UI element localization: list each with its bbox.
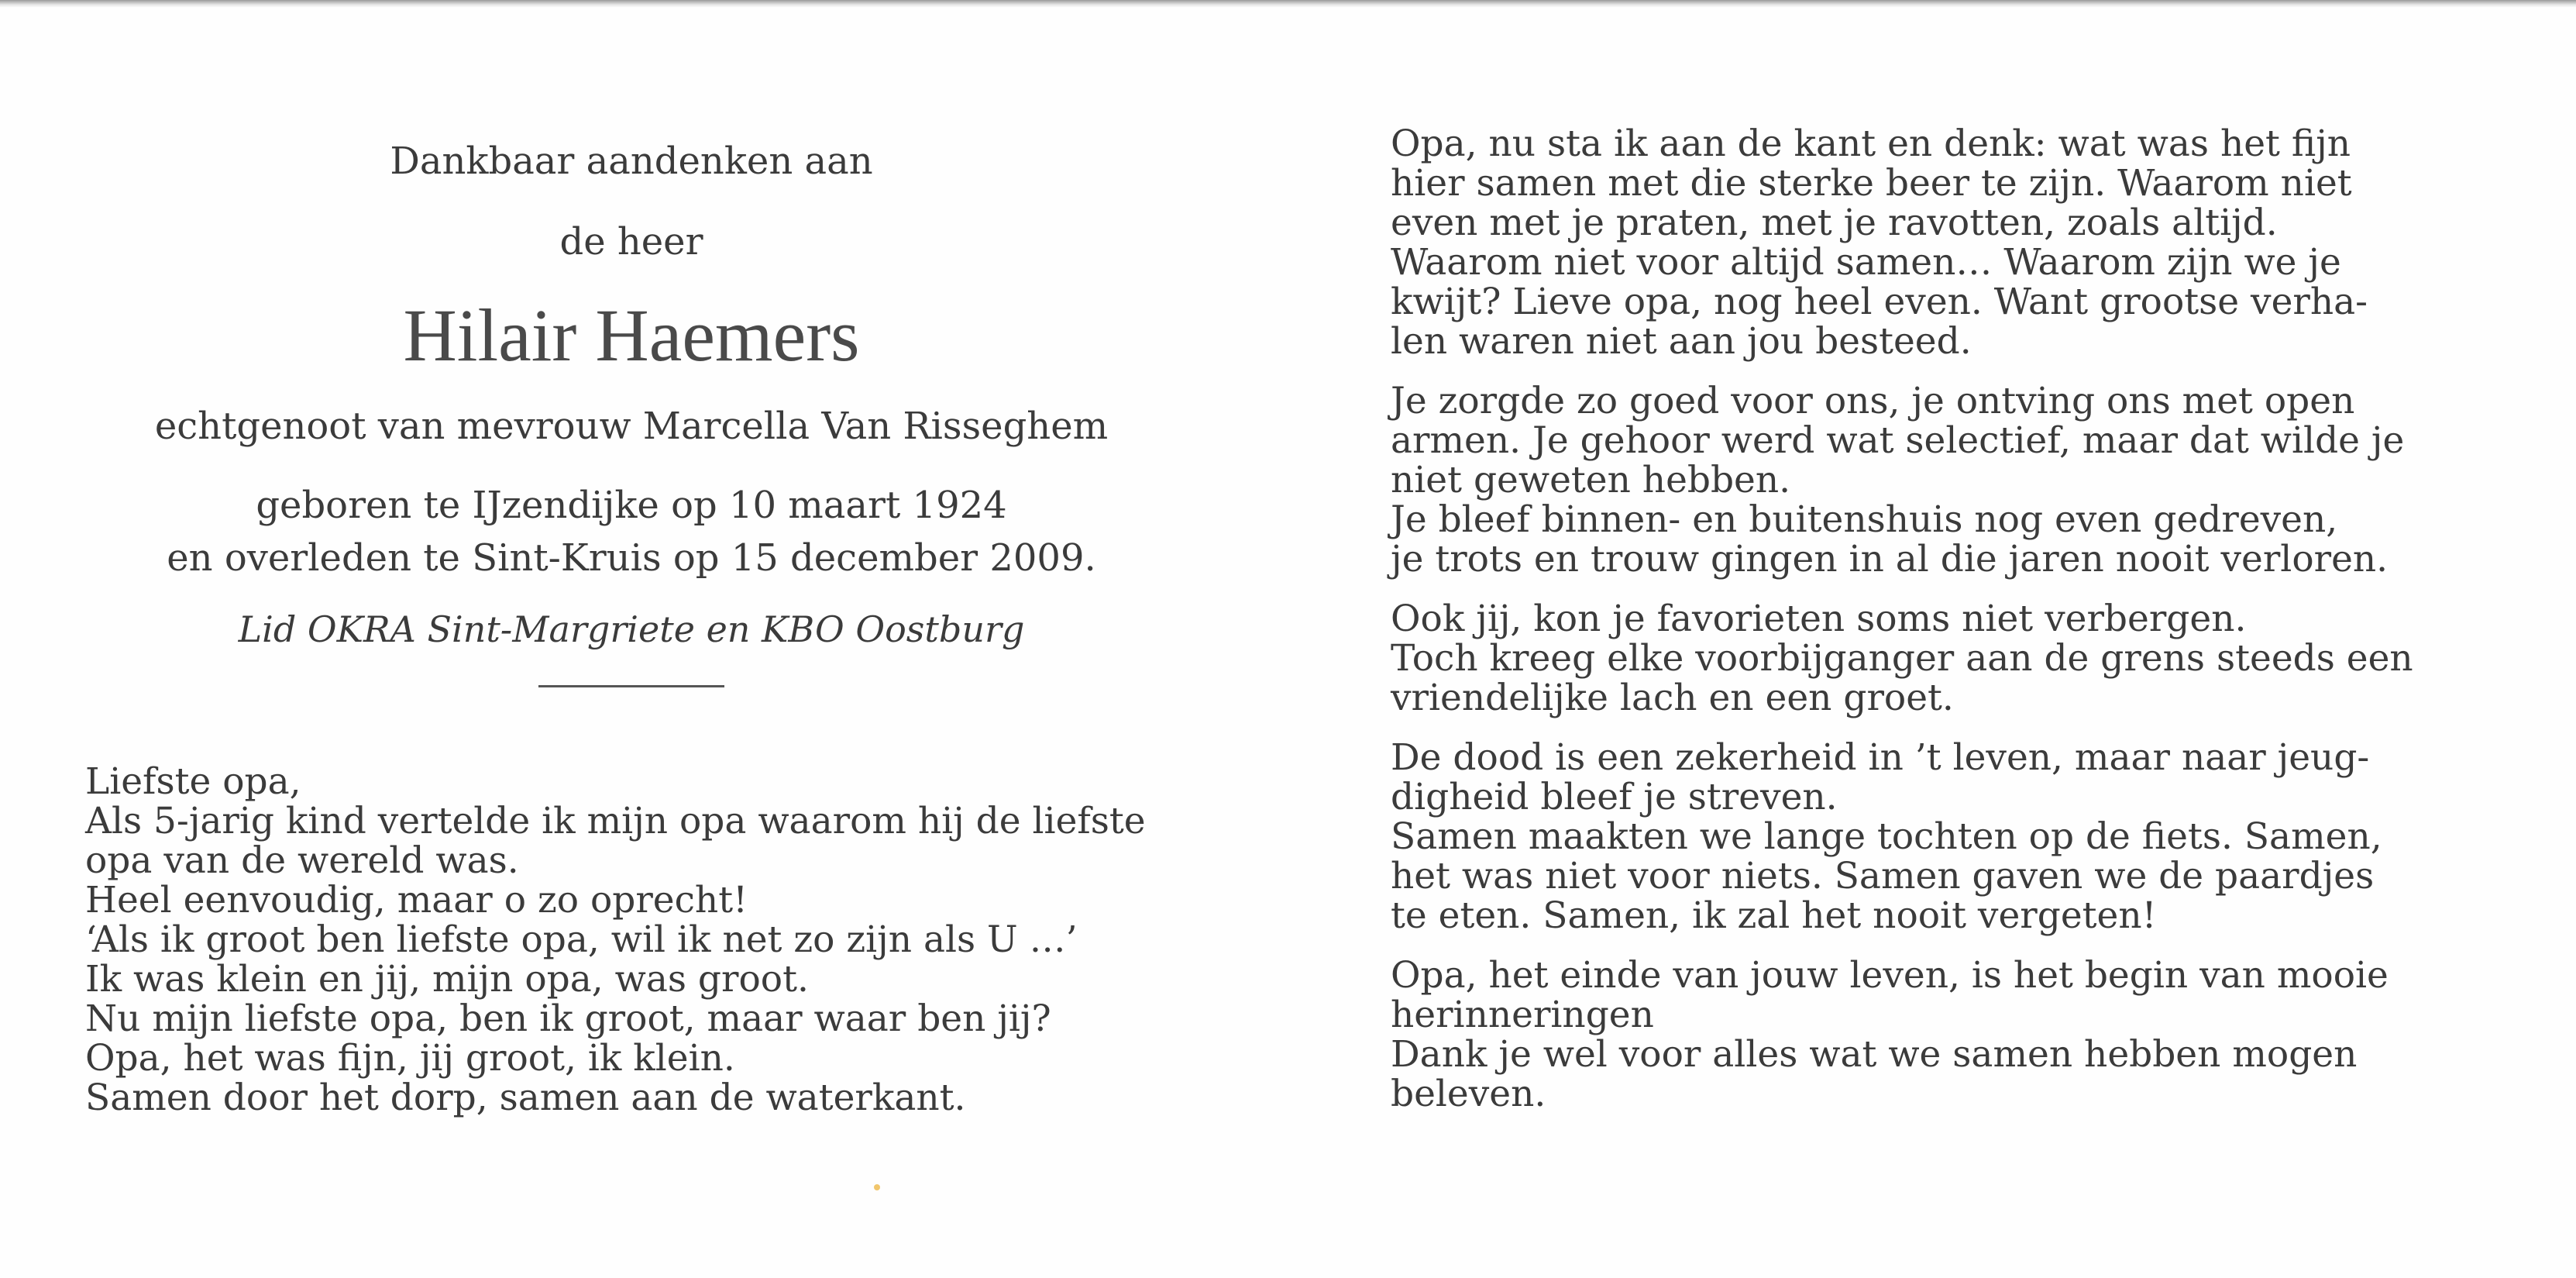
text-line: Waarom niet voor altijd samen… Waarom zijn we je (1391, 241, 2341, 284)
text-line: Je bleef binnen- en buitenshuis nog even gedreven, (1391, 498, 2338, 541)
poem-line: Heel eenvoudig, maar o zo oprecht! (85, 879, 748, 921)
text-line: Opa, het einde van jouw leven, is het begin van mooie (1391, 954, 2389, 997)
text-line: hier samen met die sterke beer te zijn. Waarom niet (1391, 162, 2352, 205)
text-line: Dank je wel voor alles wat we samen hebben mogen (1391, 1033, 2358, 1076)
text-line: het was niet voor niets. Samen gaven we de paardjes (1391, 855, 2375, 897)
deceased-name: Hilair Haemers (403, 294, 860, 377)
left-panel (85, 124, 1247, 1118)
text-line: kwijt? Lieve opa, nog heel even. Want grootse verha- (1391, 281, 2368, 323)
text-line: len waren niet aan jou besteed. (1391, 320, 1972, 363)
poem-left (85, 762, 1247, 1118)
intro-text: Dankbaar aandenken aan (390, 140, 873, 183)
text-line: Samen maakten we lange tochten op de fiets. Samen, (1391, 815, 2382, 858)
membership-line: Lid OKRA Sint-Margriete en KBO Oostburg (238, 608, 1025, 650)
birth-line: geboren te IJzendijke op 10 maart 1924 (256, 484, 1007, 527)
divider (538, 685, 724, 687)
text-line: even met je praten, met je ravotten, zoals altijd. (1391, 202, 2278, 244)
text-line: armen. Je gehoor werd wat selectief, maar dat wilde je (1391, 419, 2405, 462)
paragraph-4 (1391, 738, 2491, 935)
text-line: beleven. (1391, 1073, 1546, 1115)
poem-line: Samen door het dorp, samen aan de waterkant. (85, 1076, 966, 1119)
poem-line: Liefste opa, (85, 760, 301, 803)
paragraph-5 (1391, 956, 2491, 1114)
text-line: Toch kreeg elke voorbijganger aan de grens steeds een (1391, 637, 2413, 680)
right-panel (1391, 124, 2491, 1134)
paper-speck (874, 1184, 880, 1190)
text-line: niet geweten hebben. (1391, 459, 1791, 501)
card-top-edge (0, 0, 2576, 8)
text-line: digheid bleef je streven. (1391, 776, 1838, 818)
text-line: te eten. Samen, ik zal het nooit vergeten! (1391, 894, 2157, 937)
spouse-line: echtgenoot van mevrouw Marcella Van Risseghem (154, 405, 1109, 448)
text-line: je trots en trouw gingen in al die jaren nooit verloren. (1391, 538, 2389, 580)
death-line: en overleden te Sint-Kruis op 15 december 2009. (167, 536, 1096, 580)
text-line: De dood is een zekerheid in ’t leven, maar naar jeug- (1391, 736, 2370, 779)
poem-line: Ik was klein en jij, mijn opa, was groot. (85, 958, 809, 1001)
paragraph-1 (1391, 124, 2491, 361)
poem-line: Nu mijn liefste opa, ben ik groot, maar waar ben jij? (85, 997, 1051, 1040)
text-line: herinneringen (1391, 994, 1654, 1036)
poem-line: ‘Als ik groot ben liefste opa, wil ik net zo zijn als U …’ (85, 918, 1078, 961)
title-prefix: de heer (559, 220, 703, 264)
poem-line: Opa, het was fijn, jij groot, ik klein. (85, 1037, 735, 1080)
text-line: vriendelijke lach en een groet. (1391, 677, 1954, 719)
poem-line: opa van de wereld was. (85, 839, 519, 882)
poem-line: Als 5-jarig kind vertelde ik mijn opa waarom hij de liefste (85, 800, 1146, 842)
text-line: Opa, nu sta ik aan de kant en denk: wat was het fijn (1391, 122, 2351, 165)
paragraph-3 (1391, 599, 2491, 718)
paragraph-2 (1391, 381, 2491, 579)
life-dates (85, 479, 1178, 584)
header-block (85, 138, 1178, 687)
text-line: Ook jij, kon je favorieten soms niet verbergen. (1391, 598, 2247, 640)
text-line: Je zorgde zo goed voor ons, je ontving ons met open (1391, 380, 2355, 422)
